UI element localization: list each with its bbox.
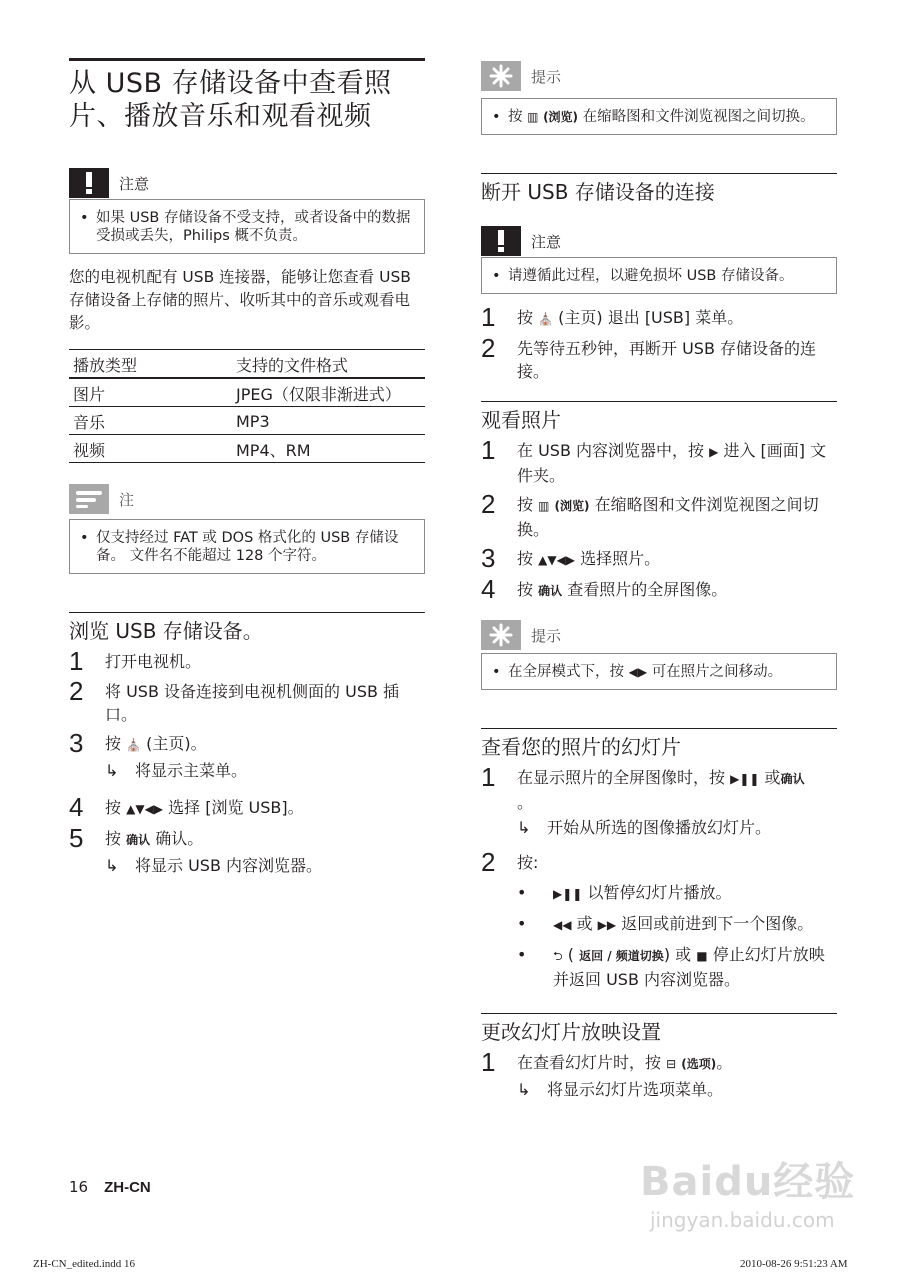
browse-section-title: 浏览 USB 存储设备。 bbox=[69, 612, 425, 644]
page-title: 从 USB 存储设备中查看照片、播放音乐和观看视频 bbox=[69, 58, 425, 133]
disconnect-step-2: 2 先等待五秒钟，再断开 USB 存储设备的连接。 bbox=[481, 333, 817, 381]
table-header-row bbox=[69, 350, 425, 379]
page-footer bbox=[69, 1178, 151, 1196]
back-icon: ⮌ bbox=[553, 949, 563, 963]
left-column bbox=[69, 58, 425, 877]
right-column bbox=[481, 60, 837, 1101]
table-row bbox=[69, 378, 425, 407]
exclamation-icon bbox=[69, 168, 109, 198]
tip-star-icon bbox=[481, 61, 521, 91]
step-3-result: ↳ 将显示主菜单。 bbox=[105, 761, 248, 780]
table-cell: MP3 bbox=[232, 407, 425, 435]
step-5: 5 按 确认 确认。 bbox=[69, 823, 204, 853]
list-item: • ▶❚❚ 以暂停幻灯片播放。 bbox=[517, 883, 732, 902]
slideshow-step-1: 1 在显示照片的全屏图像时，按 ▶❚❚ 或确认 。 bbox=[481, 762, 805, 812]
exclamation-icon bbox=[481, 226, 521, 256]
left-right-arrows-icon: ◀▶ bbox=[628, 665, 648, 679]
disconnect-section-title: 断开 USB 存储设备的连接 bbox=[481, 173, 837, 205]
home-icon: ⛪ bbox=[538, 312, 554, 326]
format-table bbox=[69, 349, 425, 463]
note-text: 仅支持经过 FAT 或 DOS 格式化的 USB 存储设备。 文件名不能超过 128 个字符。 bbox=[96, 530, 399, 564]
table-cell: 视频 bbox=[69, 435, 232, 463]
page-number: 16 bbox=[69, 1178, 89, 1196]
navigation-arrows-icon: ▲▼◀▶ bbox=[126, 802, 164, 816]
table-row bbox=[69, 407, 425, 435]
note-callout: 注 • 仅支持经过 FAT 或 DOS 格式化的 USB 存储设备。 文件名不能超过 128 个字符。 bbox=[69, 483, 425, 574]
caution-callout-disconnect: 注意 • 请遵循此过程，以避免损坏 USB 存储设备。 bbox=[481, 225, 837, 294]
slideshow-step-1-result: ↳ 开始从所选的图像播放幻灯片。 bbox=[517, 818, 772, 837]
slideshow-title: 查看您的照片的幻灯片 bbox=[481, 728, 837, 760]
tip-callout-browse: 提示 • 按 ▥ (浏览) 在缩略图和文件浏览视图之间切换。 bbox=[481, 60, 837, 135]
settings-step-1: 1 在查看幻灯片时，按 ⊟ (选项)。 bbox=[481, 1047, 733, 1077]
caution-text: 如果 USB 存储设备不受支持，或者设备中的数据受损或丢失，Philips 概不负责。 bbox=[96, 210, 411, 244]
options-icon: ⊟ bbox=[666, 1057, 677, 1071]
ok-key: 确认 bbox=[126, 833, 151, 847]
home-icon: ⛪ bbox=[126, 738, 142, 752]
list-item: • ⮌ ( 返回 / 频道切换) 或 ■ 停止幻灯片放映并返回 USB 内容浏览器。 bbox=[517, 945, 825, 989]
browse-icon: ▥ bbox=[527, 110, 539, 124]
result-arrow-icon: ↳ bbox=[517, 818, 531, 837]
baidu-watermark-url: jingyan.baidu.com bbox=[650, 1208, 835, 1232]
table-cell: 音乐 bbox=[69, 407, 232, 435]
result-arrow-icon: ↳ bbox=[517, 1080, 531, 1099]
print-file-info: ZH-CN_edited.indd 16 bbox=[33, 1258, 136, 1270]
view-step-3: 3 按 ▲▼◀▶ 选择照片。 bbox=[481, 543, 661, 573]
ok-key: 确认 bbox=[538, 584, 563, 598]
note-label: 注 bbox=[119, 490, 135, 509]
print-timestamp: 2010-08-26 9:51:23 AM bbox=[740, 1258, 848, 1270]
settings-step-1-result: ↳ 将显示幻灯片选项菜单。 bbox=[517, 1080, 724, 1099]
result-arrow-icon: ↳ bbox=[105, 856, 119, 875]
table-header: 播放类型 bbox=[69, 350, 232, 379]
fast-forward-icon: ▶▶ bbox=[597, 918, 617, 932]
step-2: 2 将 USB 设备连接到电视机侧面的 USB 插口。 bbox=[69, 676, 400, 724]
browse-icon: ▥ bbox=[538, 499, 550, 513]
list-item: • ◀◀ 或 ▶▶ 返回或前进到下一个图像。 bbox=[517, 914, 814, 933]
step-1: 1 打开电视机。 bbox=[69, 646, 202, 676]
tip-callout-fullscreen: 提示 • 在全屏模式下，按 ◀▶ 可在照片之间移动。 bbox=[481, 619, 837, 690]
tip-star-icon bbox=[481, 620, 521, 650]
rewind-icon: ◀◀ bbox=[553, 918, 572, 932]
slideshow-step-2: 2 按: bbox=[481, 847, 539, 877]
caution-callout: 注意 • 如果 USB 存储设备不受支持，或者设备中的数据受损或丢失，Philips 概不负责。 bbox=[69, 167, 425, 254]
table-row bbox=[69, 435, 425, 463]
result-arrow-icon: ↳ bbox=[105, 761, 119, 780]
settings-title: 更改幻灯片放映设置 bbox=[481, 1013, 837, 1045]
tip-label: 提示 bbox=[531, 67, 562, 86]
right-arrow-icon: ▶ bbox=[709, 445, 719, 459]
play-pause-icon: ▶❚❚ bbox=[553, 887, 583, 901]
table-cell: 图片 bbox=[69, 378, 232, 407]
view-photos-title: 观看照片 bbox=[481, 401, 837, 433]
table-header: 支持的文件格式 bbox=[232, 350, 425, 379]
intro-paragraph: 您的电视机配有 USB 连接器，能够让您查看 USB 存储设备上存储的照片、收听其中的音乐或观看电影。 bbox=[69, 268, 411, 332]
caution-label: 注意 bbox=[119, 174, 150, 193]
language-code: ZH-CN bbox=[104, 1179, 151, 1196]
step-5-result: ↳ 将显示 USB 内容浏览器。 bbox=[105, 856, 323, 875]
baidu-watermark-logo: Baidu经验 bbox=[640, 1159, 856, 1205]
disconnect-step-1: 1 按 ⛪ (主页) 退出 [USB] 菜单。 bbox=[481, 302, 744, 332]
table-cell: JPEG（仅限非渐进式） bbox=[232, 378, 425, 407]
view-step-1: 1 在 USB 内容浏览器中，按 ▶ 进入 [画面] 文件夹。 bbox=[481, 435, 827, 485]
table-cell: MP4、RM bbox=[232, 435, 425, 463]
stop-icon: ■ bbox=[696, 949, 708, 963]
view-step-2: 2 按 ▥ (浏览) 在缩略图和文件浏览视图之间切换。 bbox=[481, 489, 819, 539]
view-step-4: 4 按 确认 查看照片的全屏图像。 bbox=[481, 574, 728, 604]
step-4: 4 按 ▲▼◀▶ 选择 [浏览 USB]。 bbox=[69, 792, 304, 822]
step-3: 3 按 ⛪ (主页)。 bbox=[69, 728, 207, 758]
note-lines-icon bbox=[69, 484, 109, 514]
navigation-arrows-icon: ▲▼◀▶ bbox=[538, 553, 576, 567]
play-pause-icon: ▶❚❚ bbox=[730, 772, 760, 786]
